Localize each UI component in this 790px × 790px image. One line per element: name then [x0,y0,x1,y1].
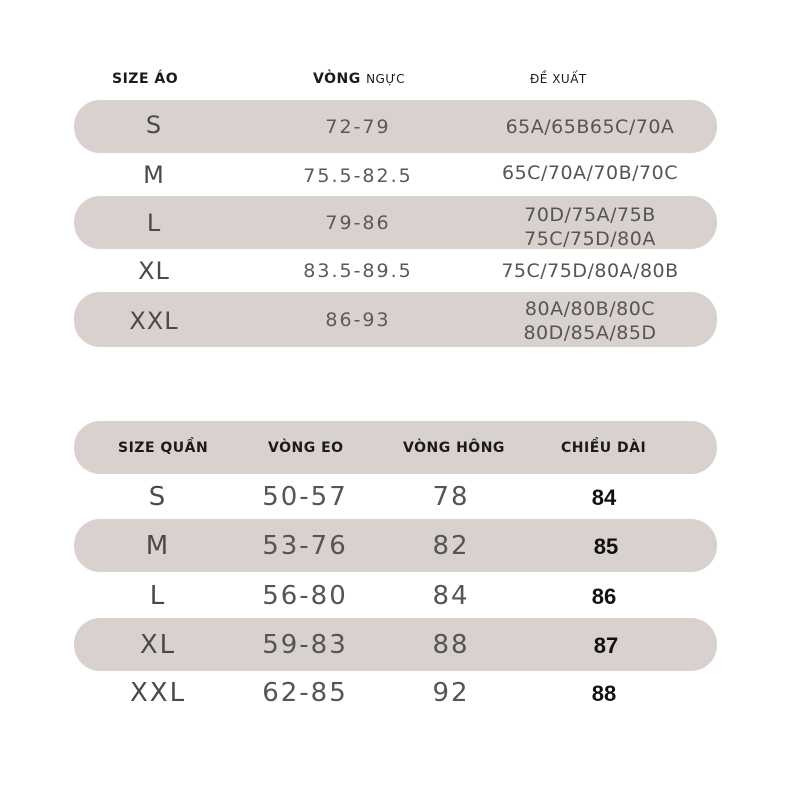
top-header-suggest: ĐỀ XUẤT [530,72,587,86]
bottom-cell-hip: 84 [432,581,470,611]
bottom-cell-length: 86 [591,584,617,609]
top-header-bust-bold: VÒNG [313,71,361,87]
bottom-cell-hip: 82 [432,531,470,561]
bottom-cell-size: L [149,581,167,611]
bottom-cell-waist: 53-76 [262,531,348,561]
bottom-row-band [74,519,717,572]
top-cell-bust: 86-93 [325,309,391,331]
bottom-cell-length: 84 [591,485,617,510]
top-cell-size: L [146,209,162,237]
bottom-cell-waist: 62-85 [262,678,348,708]
top-cell-size: XL [138,257,170,285]
top-cell-bust: 75.5-82.5 [303,165,413,187]
top-cell-suggest-line1: 80A/80B/80C [524,298,656,320]
bottom-cell-length: 87 [593,633,619,658]
bottom-cell-waist: 59-83 [262,630,348,660]
top-cell-suggest: 65C/70A/70B/70C [502,162,678,184]
bottom-cell-length: 88 [591,681,617,706]
top-cell-bust: 83.5-89.5 [303,260,413,282]
top-header-bust-thin: NGỰC [366,72,406,86]
bottom-cell-hip: 88 [432,630,470,660]
bottom-header-size: SIZE QUẦN [118,440,209,456]
bottom-cell-waist: 50-57 [262,482,348,512]
top-cell-suggest-line1: 70D/75A/75B [524,204,656,226]
top-cell-suggest: 65A/65B65C/70A [505,116,675,138]
top-cell-bust: 72-79 [325,116,391,138]
top-cell-size: S [145,111,163,139]
bottom-cell-size: XXL [129,678,187,708]
top-cell-size: XXL [129,307,179,335]
bottom-header-waist: VÒNG EO [268,440,344,456]
top-cell-suggest: 75C/75D/80A/80B [501,260,679,282]
bottom-cell-hip: 78 [432,482,470,512]
top-cell-bust: 79-86 [325,212,391,234]
bottom-cell-size: S [148,482,168,512]
bottom-cell-length: 85 [593,534,619,559]
bottom-header-hip: VÒNG HÔNG [403,440,505,456]
top-cell-suggest-line2: 80D/85A/85D [523,322,657,344]
top-cell-suggest-line2: 75C/75D/80A [524,228,656,250]
bottom-cell-size: M [145,531,171,561]
bottom-cell-size: XL [139,630,177,660]
bottom-cell-waist: 56-80 [262,581,348,611]
bottom-cell-hip: 92 [432,678,470,708]
top-cell-size: M [143,161,165,189]
top-header-size: SIZE ÁO [112,71,179,87]
top-header-bust [313,71,405,87]
bottom-header-length: CHIỀU DÀI [561,440,647,456]
